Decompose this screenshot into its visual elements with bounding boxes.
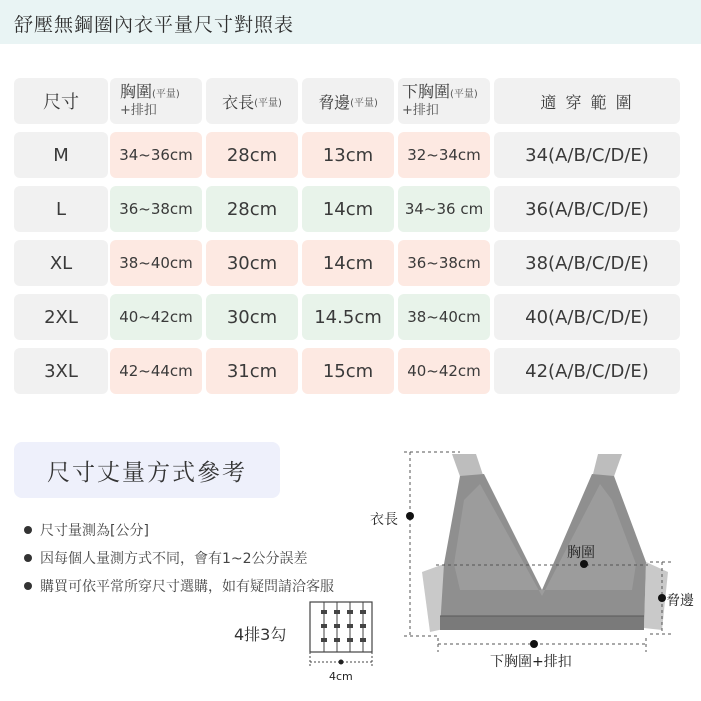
note-item <box>24 544 334 572</box>
side-cell-value: 13cm <box>322 144 374 166</box>
length-cell-value: 30cm <box>226 306 278 328</box>
side-cell <box>302 294 394 340</box>
header-side <box>302 78 394 124</box>
bust-cell <box>110 294 202 340</box>
bullet-dot-icon <box>24 554 32 562</box>
underbust-cell <box>398 132 490 178</box>
side-cell <box>302 240 394 286</box>
note-item <box>24 516 334 544</box>
bust-cell <box>110 132 202 178</box>
header-fit <box>494 78 680 124</box>
title-bar <box>0 0 701 44</box>
page-title: 舒壓無鋼圈內衣平量尺寸對照表 <box>14 14 295 36</box>
length-cell-value: 28cm <box>226 198 278 220</box>
length-cell <box>206 132 298 178</box>
header-bust-label: 胸圍 <box>120 81 153 101</box>
size-cell-value: 3XL <box>44 360 78 382</box>
side-cell-value: 14cm <box>322 198 374 220</box>
notes-list <box>24 516 334 600</box>
note-text: 尺寸量測為[公分] <box>40 523 149 539</box>
hook-width-label: 4cm <box>329 670 353 683</box>
header-underbust-sub: +排扣 <box>402 102 439 118</box>
header-fit-label: 適 穿 範 圍 <box>540 92 634 112</box>
note-text: 因每個人量測方式不同，會有1~2公分誤差 <box>40 551 308 567</box>
size-cell <box>14 186 108 232</box>
bust-cell-value: 34~36cm <box>119 146 193 164</box>
underbust-cell <box>398 348 490 394</box>
method-title: 尺寸丈量方式參考 <box>14 442 280 498</box>
size-cell-value: L <box>55 198 67 220</box>
fit-cell <box>494 240 680 286</box>
header-size <box>14 78 108 124</box>
size-cell <box>14 240 108 286</box>
header-length-label: 衣長 <box>222 92 255 112</box>
fit-cell <box>494 294 680 340</box>
bust-cell-value: 42~44cm <box>119 362 193 380</box>
underbust-cell-value: 38~40cm <box>407 308 481 326</box>
header-side-label: 脅邊 <box>318 92 351 112</box>
header-underbust-label: 下胸圍 <box>402 81 451 101</box>
note-text: 購買可依平常所穿尺寸選購，如有疑問請洽客服 <box>40 579 334 595</box>
length-cell-value: 30cm <box>226 252 278 274</box>
length-cell <box>206 348 298 394</box>
underbust-cell <box>398 294 490 340</box>
length-cell <box>206 294 298 340</box>
diagram-underbust-label: 下胸圍+排扣 <box>490 654 572 670</box>
underbust-cell-value: 36~38cm <box>407 254 481 272</box>
header-bust-unit: (平量) <box>152 88 180 100</box>
bust-cell-value: 36~38cm <box>119 200 193 218</box>
header-bust <box>110 78 202 124</box>
length-cell <box>206 240 298 286</box>
underbust-cell-value: 34~36 cm <box>404 200 484 218</box>
fit-cell <box>494 348 680 394</box>
fit-cell-value: 42(A/B/C/D/E) <box>525 360 649 382</box>
diagram-length-label: 衣長 <box>370 512 398 528</box>
underbust-cell <box>398 240 490 286</box>
fit-cell <box>494 132 680 178</box>
side-cell-value: 14cm <box>322 252 374 274</box>
fit-cell-value: 38(A/B/C/D/E) <box>525 252 649 274</box>
side-cell <box>302 348 394 394</box>
diagram-bust-label: 胸圍 <box>567 545 595 561</box>
length-cell-value: 31cm <box>226 360 278 382</box>
header-bust-sub: +排扣 <box>120 102 157 118</box>
side-cell-value: 14.5cm <box>314 306 382 328</box>
header-side-unit: (平量) <box>350 97 378 109</box>
bust-cell <box>110 240 202 286</box>
fit-cell-value: 36(A/B/C/D/E) <box>525 198 649 220</box>
fit-cell-value: 34(A/B/C/D/E) <box>525 144 649 166</box>
size-cell-value: 2XL <box>44 306 78 328</box>
length-cell <box>206 186 298 232</box>
size-cell <box>14 348 108 394</box>
bra-diagram <box>400 440 700 670</box>
fit-cell <box>494 186 680 232</box>
length-cell-value: 28cm <box>226 144 278 166</box>
side-cell-value: 15cm <box>322 360 374 382</box>
fit-cell-value: 40(A/B/C/D/E) <box>525 306 649 328</box>
bust-cell <box>110 186 202 232</box>
underbust-cell-value: 32~34cm <box>407 146 481 164</box>
underbust-cell-value: 40~42cm <box>407 362 481 380</box>
header-length-unit: (平量) <box>254 97 282 109</box>
note-item <box>24 572 334 600</box>
bullet-dot-icon <box>24 526 32 534</box>
size-cell <box>14 132 108 178</box>
underbust-cell <box>398 186 490 232</box>
header-underbust-unit: (平量) <box>450 88 478 100</box>
header-length <box>206 78 298 124</box>
bullet-dot-icon <box>24 582 32 590</box>
bust-cell-value: 38~40cm <box>119 254 193 272</box>
bust-cell <box>110 348 202 394</box>
header-size-label: 尺寸 <box>43 92 79 113</box>
header-underbust <box>398 78 490 124</box>
side-cell <box>302 132 394 178</box>
hooks-label: 4排3勾 <box>234 625 287 644</box>
bust-cell-value: 40~42cm <box>119 308 193 326</box>
side-cell <box>302 186 394 232</box>
size-cell-value: M <box>53 144 69 166</box>
size-cell <box>14 294 108 340</box>
size-cell-value: XL <box>49 252 73 274</box>
diagram-side-label: 脅邊 <box>666 593 694 609</box>
